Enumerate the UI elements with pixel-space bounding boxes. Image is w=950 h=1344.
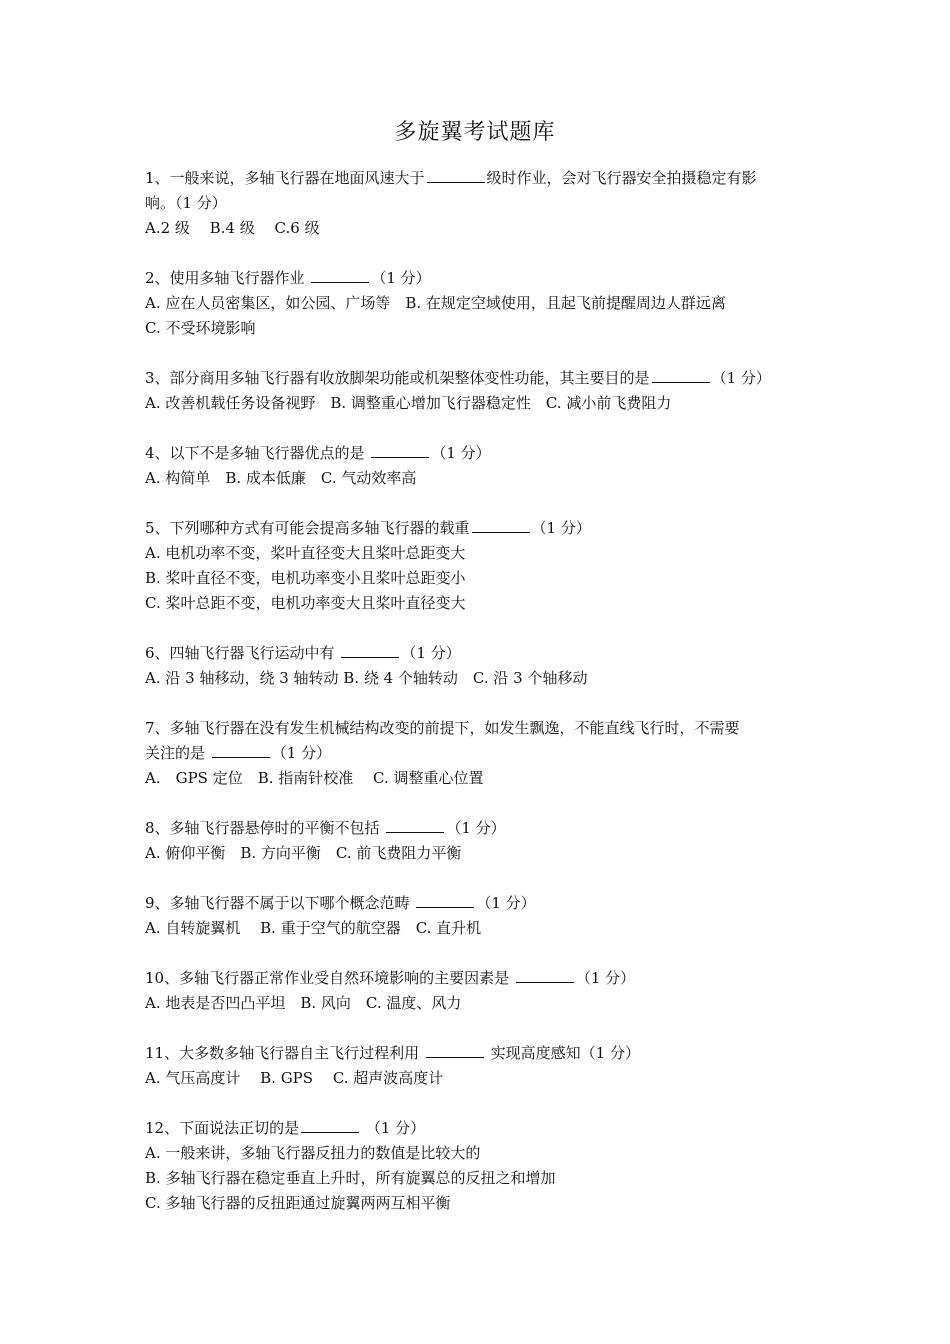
question-line [145, 291, 813, 316]
line-text: A. 沿 3 轴移动，绕 3 轴转动 B. 绕 4 个轴转动 C. 沿 3 个轴移动 [145, 669, 588, 687]
answer-blank [427, 168, 485, 183]
question-line [145, 666, 813, 691]
line-text: 1、一般来说，多轴飞行器在地面风速大于 [145, 169, 425, 187]
question-line [145, 216, 813, 241]
line-text: 响。（1 分） [145, 194, 227, 212]
line-text: A. 俯仰平衡 B. 方向平衡 C. 前飞费阻力平衡 [145, 844, 462, 862]
answer-blank [426, 1043, 484, 1058]
line-text: 关注的是 [145, 744, 210, 762]
question-stem [145, 366, 813, 391]
question-line [145, 591, 813, 616]
answer-blank [472, 518, 530, 533]
question-item [145, 716, 813, 791]
question-item [145, 516, 813, 616]
question-stem [145, 641, 813, 666]
line-text: A. 改善机载任务设备视野 B. 调整重心增加飞行器稳定性 C. 减小前飞费阻力 [145, 394, 672, 412]
question-line [145, 466, 813, 491]
question-line [145, 841, 813, 866]
line-text-after: （1 分） [575, 969, 636, 987]
question-item [145, 641, 813, 691]
answer-blank [516, 968, 574, 983]
line-text-after: 实现高度感知（1 分） [485, 1044, 640, 1062]
question-line [145, 191, 813, 216]
question-line [145, 316, 813, 341]
line-text: A. 自转旋翼机 B. 重于空气的航空器 C. 直升机 [145, 919, 482, 937]
line-text: 7、多轴飞行器在没有发生机械结构改变的前提下，如发生飘逸，不能直线飞行时，不需要 [145, 719, 740, 737]
question-stem [145, 1116, 813, 1141]
line-text-after: （1 分） [361, 1119, 426, 1137]
line-text: C. 不受环境影响 [145, 319, 256, 337]
question-stem [145, 1041, 813, 1066]
question-line [145, 566, 813, 591]
answer-blank [371, 443, 429, 458]
question-item [145, 966, 813, 1016]
line-text-after: （1 分） [531, 519, 591, 537]
question-item [145, 441, 813, 491]
line-text-after: （1 分） [371, 269, 431, 287]
line-text: A. 气压高度计 B. GPS C. 超声波高度计 [145, 1069, 444, 1087]
line-text-after: （1 分） [476, 894, 536, 912]
question-item [145, 891, 813, 941]
question-stem [145, 266, 813, 291]
question-list [145, 166, 813, 1241]
line-text: B. 桨叶直径不变，电机功率变小且桨叶总距变小 [145, 569, 466, 587]
question-line [145, 766, 813, 791]
line-text: 8、多轴飞行器悬停时的平衡不包括 [145, 819, 385, 837]
question-line [145, 991, 813, 1016]
question-line [145, 916, 813, 941]
answer-blank [301, 1118, 359, 1133]
line-text: 5、下列哪种方式有可能会提高多轴飞行器的载重 [145, 519, 470, 537]
question-item [145, 816, 813, 866]
answer-blank [212, 743, 270, 758]
line-text: A. 应在人员密集区，如公园、广场等 B. 在规定空域使用，且起飞前提醒周边人群远离 [145, 294, 726, 312]
line-text: A. 构简单 B. 成本低廉 C. 气动效率高 [145, 469, 417, 487]
line-text: A. GPS 定位 B. 指南针校准 C. 调整重心位置 [145, 769, 484, 787]
question-stem [145, 716, 813, 741]
answer-blank [386, 818, 444, 833]
line-text-after: （1 分） [431, 444, 491, 462]
question-stem [145, 891, 813, 916]
line-text-after: （1 分） [401, 644, 461, 662]
question-line [145, 391, 813, 416]
question-line [145, 741, 813, 766]
line-text-after: （1 分） [271, 744, 332, 762]
question-line [145, 1141, 813, 1166]
line-text: C. 多轴飞行器的反扭距通过旋翼两两互相平衡 [145, 1194, 451, 1212]
line-text: A. 一般来讲，多轴飞行器反扭力的数值是比较大的 [145, 1144, 481, 1162]
line-text: 10、多轴飞行器正常作业受自然环境影响的主要因素是 [145, 969, 514, 987]
line-text-after: （1 分） [446, 819, 506, 837]
line-text: 2、使用多轴飞行器作业 [145, 269, 310, 287]
question-line [145, 1191, 813, 1216]
question-item [145, 166, 813, 241]
answer-blank [341, 643, 399, 658]
question-item [145, 366, 813, 416]
question-item [145, 1116, 813, 1216]
line-text: 11、大多数多轴飞行器自主飞行过程利用 [145, 1044, 424, 1062]
question-item [145, 266, 813, 341]
question-stem [145, 166, 813, 191]
answer-blank [652, 368, 710, 383]
line-text: 12、下面说法正切的是 [145, 1119, 300, 1137]
line-text: 3、部分商用多轴飞行器有收放脚架功能或机架整体变性功能，其主要目的是 [145, 369, 650, 387]
question-stem [145, 816, 813, 841]
line-text: A.2 级 B.4 级 C.6 级 [145, 219, 320, 237]
answer-blank [311, 268, 369, 283]
line-text-after: 级时作业，会对飞行器安全拍摄稳定有影 [486, 169, 757, 187]
line-text: B. 多轴飞行器在稳定垂直上升时，所有旋翼总的反扭之和增加 [145, 1169, 556, 1187]
question-stem [145, 441, 813, 466]
question-line [145, 1166, 813, 1191]
line-text: 6、四轴飞行器飞行运动中有 [145, 644, 340, 662]
question-line [145, 541, 813, 566]
question-line [145, 1066, 813, 1091]
line-text: A. 电机功率不变，桨叶直径变大且桨叶总距变大 [145, 544, 466, 562]
line-text: 4、以下不是多轴飞行器优点的是 [145, 444, 370, 462]
answer-blank [416, 893, 474, 908]
line-text: C. 桨叶总距不变，电机功率变大且桨叶直径变大 [145, 594, 466, 612]
line-text: 9、多轴飞行器不属于以下哪个概念范畴 [145, 894, 415, 912]
question-item [145, 1041, 813, 1091]
question-stem [145, 516, 813, 541]
question-stem [145, 966, 813, 991]
page-title: 多旋翼考试题库 [394, 120, 556, 145]
line-text: A. 地表是否凹凸平坦 B. 风向 C. 温度、风力 [145, 994, 462, 1012]
line-text-after: （1 分） [711, 369, 771, 387]
